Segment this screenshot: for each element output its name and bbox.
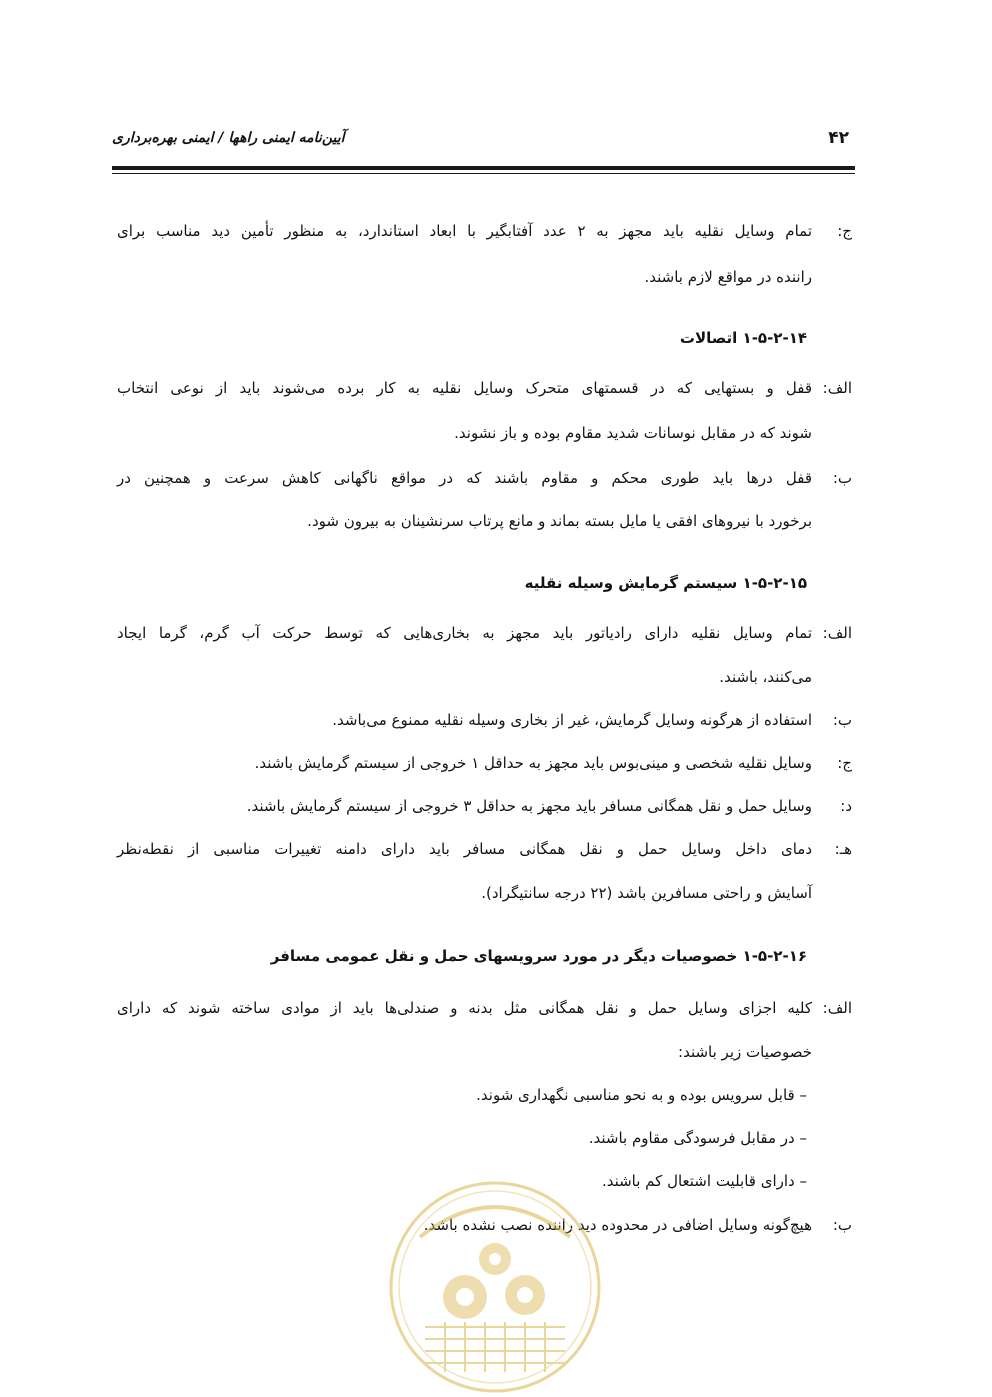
item-text-line: وسایل نقلیه شخصی و مینی‌بوس باید مجهز به حداقل ۱ خروجی از سیستم گرمایش باشند. bbox=[254, 754, 812, 772]
item-marker: ج: bbox=[837, 754, 852, 772]
item-marker: الف: bbox=[822, 624, 852, 642]
item-text-line: می‌کنند، باشند. bbox=[719, 668, 812, 686]
item-text-line: قفل درها باید طوری محکم و مقاوم باشند که در مواقع ناگهانی کاهش سرعت و همچنین در bbox=[117, 469, 812, 487]
dash-item: – در مقابل فرسودگی مقاوم باشند. bbox=[588, 1129, 807, 1147]
item-text-line: استفاده از هرگونه وسایل گرمایش، غیر از بخاری وسیله نقلیه ممنوع می‌باشد. bbox=[332, 711, 812, 729]
item-marker: ج: bbox=[837, 222, 852, 240]
dash-item: – قابل سرویس بوده و به نحو مناسبی نگهداری شوند. bbox=[476, 1086, 807, 1104]
item-text-line: وسایل حمل و نقل همگانی مسافر باید مجهز به حداقل ۳ خروجی از سیستم گرمایش باشند. bbox=[246, 797, 812, 815]
item-text-line: تمام وسایل نقلیه باید مجهز به ۲ عدد آفتابگیر با ابعاد استاندارد، به منظور تأمین دید مناسب برای bbox=[117, 222, 812, 240]
item-text-line: آسایش و راحتی مسافرین باشد (۲۲ درجه سانتیگراد). bbox=[481, 884, 812, 902]
item-text-line: تمام وسایل نقلیه دارای رادیاتور باید مجهز به بخاری‌هایی که توسط حرکت آب گرم، گرما ایجاد bbox=[117, 624, 812, 642]
item-text-line: کلیه اجزای وسایل حمل و نقل همگانی مثل بدنه و صندلی‌ها باید از موادی ساخته شوند که دارای bbox=[117, 999, 812, 1017]
item-marker: الف: bbox=[822, 379, 852, 397]
section-heading: ۱-۵-۲-۱۵ سیستم گرمایش وسیله نقلیه bbox=[524, 574, 807, 592]
item-text-line: برخورد با نیروهای افقی یا مایل بسته بماند و مانع پرتاب سرنشینان به بیرون شود. bbox=[307, 512, 812, 530]
item-text-line: خصوصیات زیر باشند: bbox=[678, 1043, 812, 1061]
seal-stamp-icon bbox=[385, 1177, 605, 1397]
item-marker: ب: bbox=[832, 469, 852, 487]
item-marker: د: bbox=[840, 797, 852, 815]
dash-item: – دارای قابلیت اشتعال کم باشند. bbox=[601, 1172, 807, 1190]
section-heading: ۱-۵-۲-۱۴ اتصالات bbox=[679, 329, 807, 347]
section-heading: ۱-۵-۲-۱۶ خصوصیات دیگر در مورد سرویسهای حمل و نقل عمومی مسافر bbox=[270, 947, 807, 965]
item-text-line: راننده در مواقع لازم باشند. bbox=[644, 268, 812, 286]
page-number: ۴۲ bbox=[828, 128, 849, 148]
item-marker: الف: bbox=[822, 999, 852, 1017]
item-marker: هـ: bbox=[834, 840, 852, 858]
item-text-line: شوند که در مقابل نوسانات شدید مقاوم بوده و باز نشوند. bbox=[454, 424, 812, 442]
item-text-line: دمای داخل وسایل حمل و نقل همگانی مسافر باید دارای دامنه تغییرات مناسبی از نقطه‌نظر bbox=[117, 840, 812, 858]
item-text-line: هیچ‌گونه وسایل اضافی در محدوده دید راننده نصب نشده باشد. bbox=[423, 1216, 812, 1234]
item-marker: ب: bbox=[832, 711, 852, 729]
item-marker: ب: bbox=[832, 1216, 852, 1234]
item-text-line: قفل و بستهایی که در قسمتهای متحرک وسایل نقلیه به کار برده می‌شوند باید از نوعی انتخاب bbox=[117, 379, 812, 397]
running-title: آیین‌نامه ایمنی راهها / ایمنی بهره‌برداری bbox=[112, 130, 345, 146]
